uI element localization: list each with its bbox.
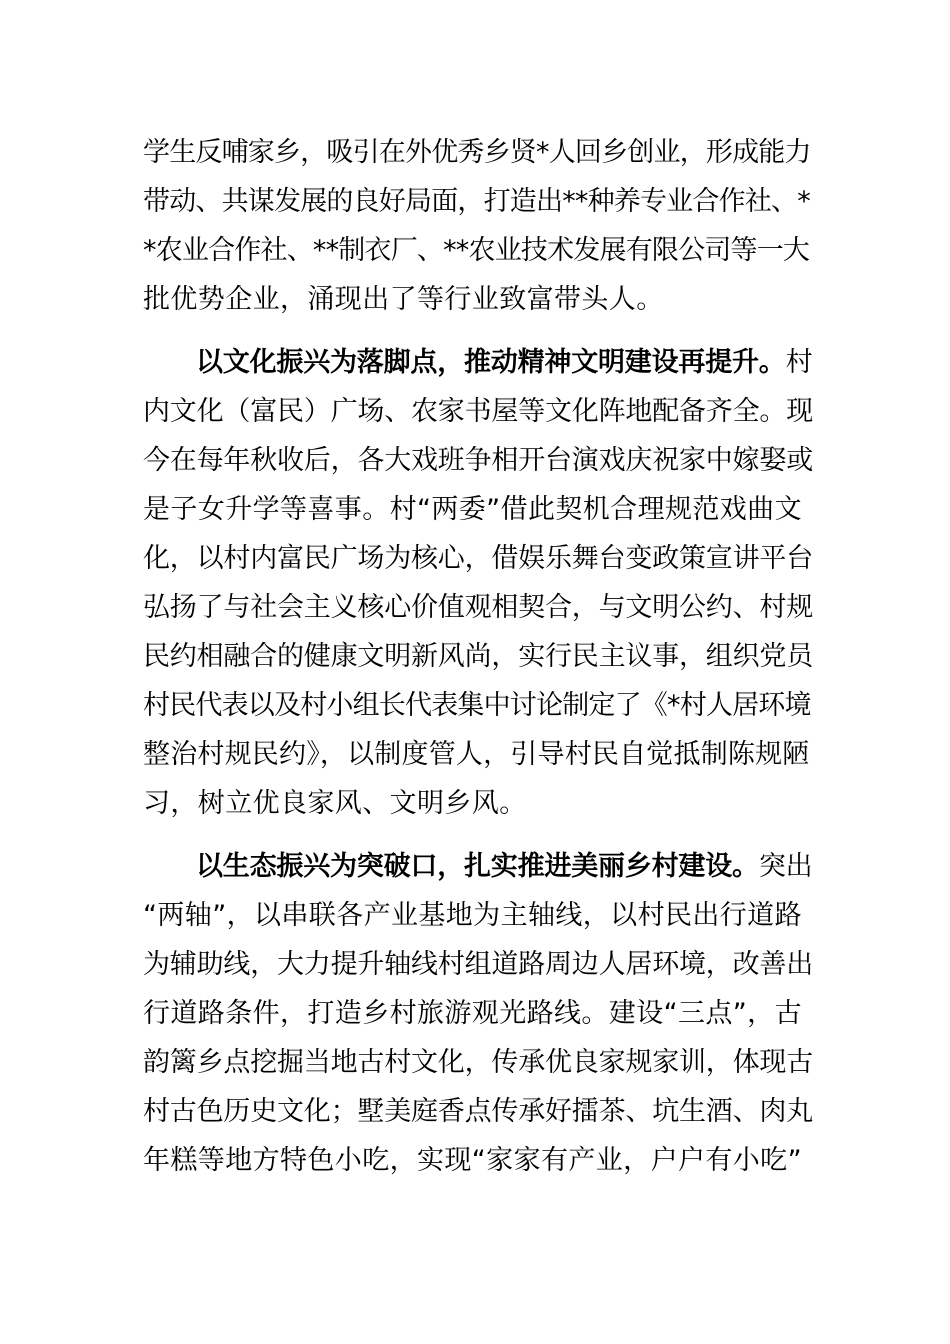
paragraph-1-line-3: *农业合作社、**制衣厂、**农业技术发展有限公司等一大 (143, 235, 810, 266)
paragraph-2-line-7: 民约相融合的健康文明新风尚，实行民主议事，组织党员 (143, 641, 813, 672)
paragraph-2-line-2: 内文化（富民）广场、农家书屋等文化阵地配备齐全。现 (143, 396, 813, 427)
paragraph-3-line-6: 村古色历史文化；墅美庭香点传承好擂茶、坑生酒、肉丸 (143, 1096, 813, 1127)
paragraph-2-line-10: 习，树立优良家风、文明乡风。 (143, 788, 527, 819)
paragraph-3-line-5: 韵篱乡点挖掘当地古村文化，传承优良家规家训，体现古 (143, 1047, 813, 1078)
paragraph-2-line-5: 化，以村内富民广场为核心，借娱乐舞台变政策宣讲平台 (143, 543, 813, 574)
paragraph-2-heading: 以文化振兴为落脚点，推动精神文明建设再提升。 (196, 347, 786, 378)
paragraph-2-line-8: 村民代表以及村小组长代表集中讨论制定了《*村人居环境 (143, 690, 811, 721)
paragraph-3-line-3: 为辅助线，大力提升轴线村组道路周边人居环境，改善出 (143, 949, 813, 980)
paragraph-3-line-4: 行道路条件，打造乡村旅游观光路线。建设“三点”，古 (143, 998, 802, 1029)
paragraph-3-line-2: “两轴”，以串联各产业基地为主轴线，以村民出行道路 (143, 900, 802, 931)
paragraph-1-line-4: 批优势企业，涌现出了等行业致富带头人。 (143, 284, 664, 315)
paragraph-2-line-4: 是子女升学等喜事。村“两委”借此契机合理规范戏曲文 (143, 494, 802, 525)
paragraph-2-line-3: 今在每年秋收后，各大戏班争相开台演戏庆祝家中嫁娶或 (143, 445, 813, 476)
paragraph-2-first-line (196, 343, 813, 383)
paragraph-3-heading: 以生态振兴为突破口，扎实推进美丽乡村建设。 (196, 851, 759, 882)
paragraph-1-line-2: 带动、共谋发展的良好局面，打造出**种养专业合作社、* (143, 186, 810, 217)
paragraph-3-first-line (196, 847, 813, 887)
paragraph-1-line-1: 学生反哺家乡，吸引在外优秀乡贤*人回乡创业，形成能力 (143, 137, 811, 168)
paragraph-2-first-line-rest: 村 (785, 347, 813, 378)
paragraph-2-line-6: 弘扬了与社会主义核心价值观相契合，与文明公约、村规 (143, 592, 813, 623)
paragraph-3-first-line-rest: 突出 (758, 851, 813, 882)
paragraph-3-line-7: 年糕等地方特色小吃，实现“家家有产业，户户有小吃” (143, 1145, 802, 1176)
paragraph-2-line-9: 整治村规民约》，以制度管人，引导村民自觉抵制陈规陋 (143, 739, 810, 770)
